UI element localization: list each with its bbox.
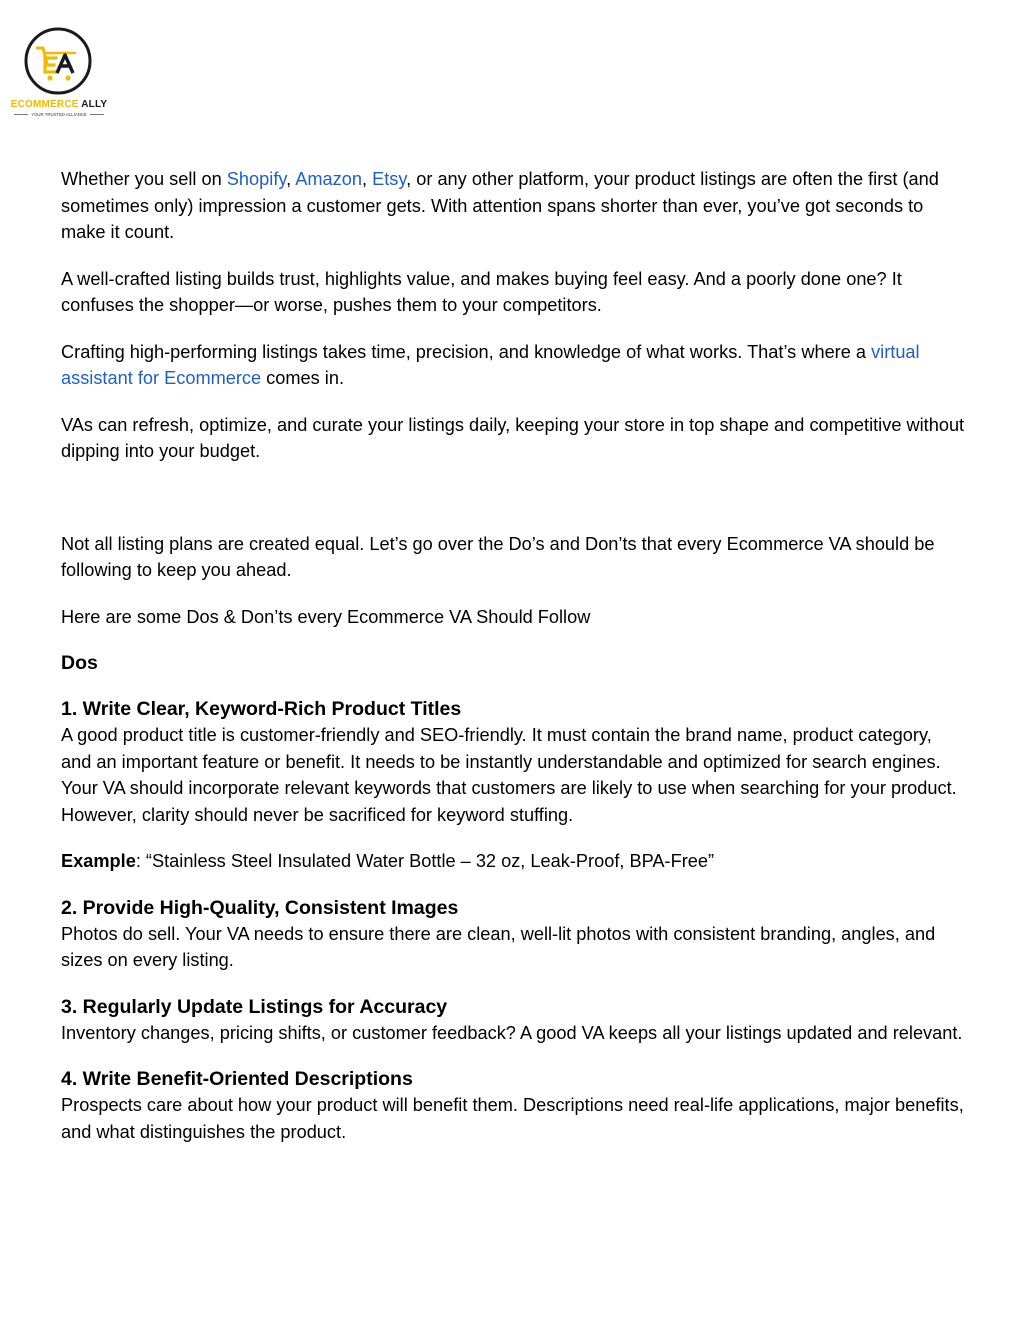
body-paragraph-5: Not all listing plans are created equal. Let’s go over the Do’s and Don’ts that every Ecommerce VA should be following to keep you ahead.	[61, 533, 935, 580]
body-paragraph-6: Here are some Dos & Don’ts every Ecommerce VA Should Follow	[61, 606, 591, 627]
virtual-assistant-link[interactable]: virtual assistant for Ecommerce	[61, 341, 920, 388]
do-item-text: A good product title is customer-friendly and SEO-friendly. It must contain the brand name, product category, and an important feature or benefit. It needs to be instantly understandable and optimized for search engines. Your VA should incorporate relevant keywords that customers are likely to use when searching for your product. However, clarity should never be sacrificed for keyword stuffing.	[61, 725, 957, 825]
do-item-3	[61, 994, 966, 1047]
do-item-text: Prospects care about how your product will benefit them. Descriptions need real-life applications, major benefits, and what distinguishes the product.	[61, 1095, 964, 1142]
do-item-title: 4. Write Benefit-Oriented Descriptions	[61, 1068, 413, 1090]
example-line: Example: “Stainless Steel Insulated Water Bottle – 32 oz, Leak-Proof, BPA-Free”	[61, 851, 715, 871]
etsy-link[interactable]: Etsy	[372, 169, 407, 189]
article-body	[61, 166, 966, 1165]
do-item-4	[61, 1066, 966, 1145]
logo-tagline: YOUR TRUSTED ALLIANCE	[8, 112, 110, 117]
logo-cart-icon	[23, 26, 93, 96]
do-item-1	[61, 696, 966, 828]
intro-paragraph-4: VAs can refresh, optimize, and curate your listings daily, keeping your store in top shape and competitive without dipping into your budget.	[61, 414, 965, 461]
do-item-text: Inventory changes, pricing shifts, or customer feedback? A good VA keeps all your listings updated and relevant.	[61, 1022, 963, 1043]
do-item-title: 1. Write Clear, Keyword-Rich Product Titles	[61, 698, 462, 720]
intro-paragraph-3: Crafting high-performing listings takes time, precision, and knowledge of what works. That’s where a virtual assistant for Ecommerce comes in.	[61, 341, 920, 388]
do-item-text: Photos do sell. Your VA needs to ensure there are clean, well-lit photos with consistent branding, angles, and sizes on every listing.	[61, 923, 936, 970]
dos-heading: Dos	[61, 652, 98, 674]
amazon-link[interactable]: Amazon	[295, 169, 362, 189]
brand-logo	[8, 26, 110, 122]
intro-paragraph-2: A well-crafted listing builds trust, highlights value, and makes buying feel easy. And a poorly done one? It confuses the shopper—or worse, pushes them to your competitors.	[61, 268, 902, 315]
do-item-title: 2. Provide High-Quality, Consistent Images	[61, 896, 459, 919]
shopify-link[interactable]: Shopify	[226, 169, 287, 189]
intro-paragraph-1: Whether you sell on Shopify, Amazon, Etsy, or any other platform, your product listings are often the first (and sometimes only) impression a customer gets. With attention spans shorter than ever, you’ve got seconds to make it count.	[61, 169, 939, 242]
do-item-title: 3. Regularly Update Listings for Accuracy	[61, 995, 448, 1018]
logo-wordmark: ECOMMERCE ALLY	[10, 99, 108, 110]
do-item-2	[61, 895, 966, 974]
